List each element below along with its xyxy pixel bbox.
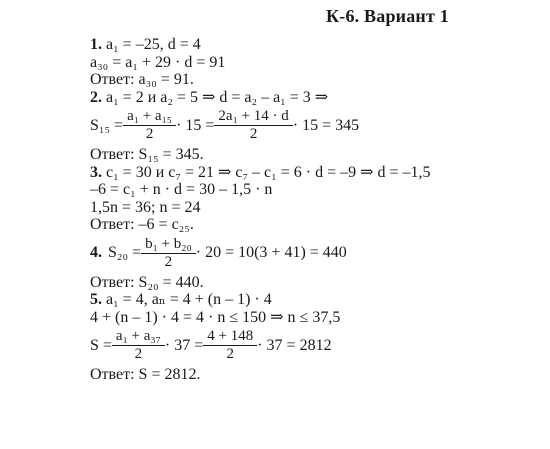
problem-5-number: 5. [90,291,102,308]
problem-4-answer: Ответ: S₂₀ = 440. [90,273,204,291]
fraction-numerator: 4 + 148 [207,328,254,344]
fraction-denominator: 2 [112,345,165,363]
problem-5-sum-formula [90,328,530,363]
fraction-numerator: a₁ + a₃₇ [115,328,161,344]
problem-4-lhs: S₂₀ = [108,244,142,262]
solutions-body [90,36,530,384]
fraction-denominator: 2 [214,125,292,143]
problem-2-rhs: · 15 = 345 [292,116,360,134]
problem-2-fraction-2 [216,108,290,143]
problem-2-lhs: S₁₅ = [90,116,124,134]
problem-5-given [90,291,530,309]
problem-3-answer: Ответ: –6 = c₂₅. [90,216,194,233]
page-title: К-6. Вариант 1 [326,6,449,26]
problem-1-formula: a₃₀ = a₁ + 29 · d = 91 [90,53,226,71]
problem-3-given-text: c₁ = 30 и c₇ = 21 ⇒ c₇ – c₁ = 6 · d = –9 ⇒ d = –1,5 [102,163,431,181]
problem-5-mid: · 37 = [164,336,204,354]
problem-4-sum-formula [90,236,530,271]
problem-5-answer: Ответ: S = 2812. [90,366,201,383]
problem-3-equation: –6 = c₁ + n · d = 30 – 1,5 · n [90,181,273,198]
fraction-numerator: a₁ + a₁₅ [127,108,173,124]
problem-2-fraction-1 [125,108,174,143]
problem-5-inequality: 4 + (n – 1) · 4 = 4 · n ≤ 150 ⇒ n ≤ 37,5 [90,308,341,326]
fraction-denominator: 2 [123,125,176,143]
problem-1-answer: Ответ: a₃₀ = 91. [90,71,194,88]
problem-3-given [90,164,530,182]
problem-2-mid: · 15 = [176,116,215,134]
problem-2-number: 2. [90,88,102,106]
problem-4-number: 4. [90,244,102,262]
problem-5-lhs: S = [90,336,112,354]
problem-2-given-text: a₁ = 2 и a₂ = 5 ⇒ d = a₂ – a₁ = 3 ⇒ [102,88,329,106]
problem-2-given [90,89,530,107]
problem-2-answer: Ответ: S₁₅ = 345. [90,146,204,163]
problem-1-given-text: a₁ = –25, d = 4 [102,36,201,53]
problem-5-fraction-1 [114,328,163,363]
problem-4-fraction [143,236,194,271]
fraction-denominator: 2 [141,253,196,271]
fraction-denominator: 2 [203,345,257,363]
problem-4-rhs: · 20 = 10(3 + 41) = 440 [195,244,347,262]
problem-5-fraction-2 [205,328,255,363]
problem-1-given [90,36,530,54]
problem-1-number: 1. [90,36,102,53]
problem-5-rhs: · 37 = 2812 [257,336,332,354]
problem-2-sum-formula [90,108,530,143]
fraction-numerator: b₁ + b₂₀ [145,235,192,252]
problem-3-number: 3. [90,163,102,181]
problem-5-given-text: a₁ = 4, aₙ = 4 + (n – 1) · 4 [102,291,272,308]
fraction-numerator: 2a₁ + 14 · d [218,108,289,124]
problem-3-solution: 1,5n = 36; n = 24 [90,198,201,216]
